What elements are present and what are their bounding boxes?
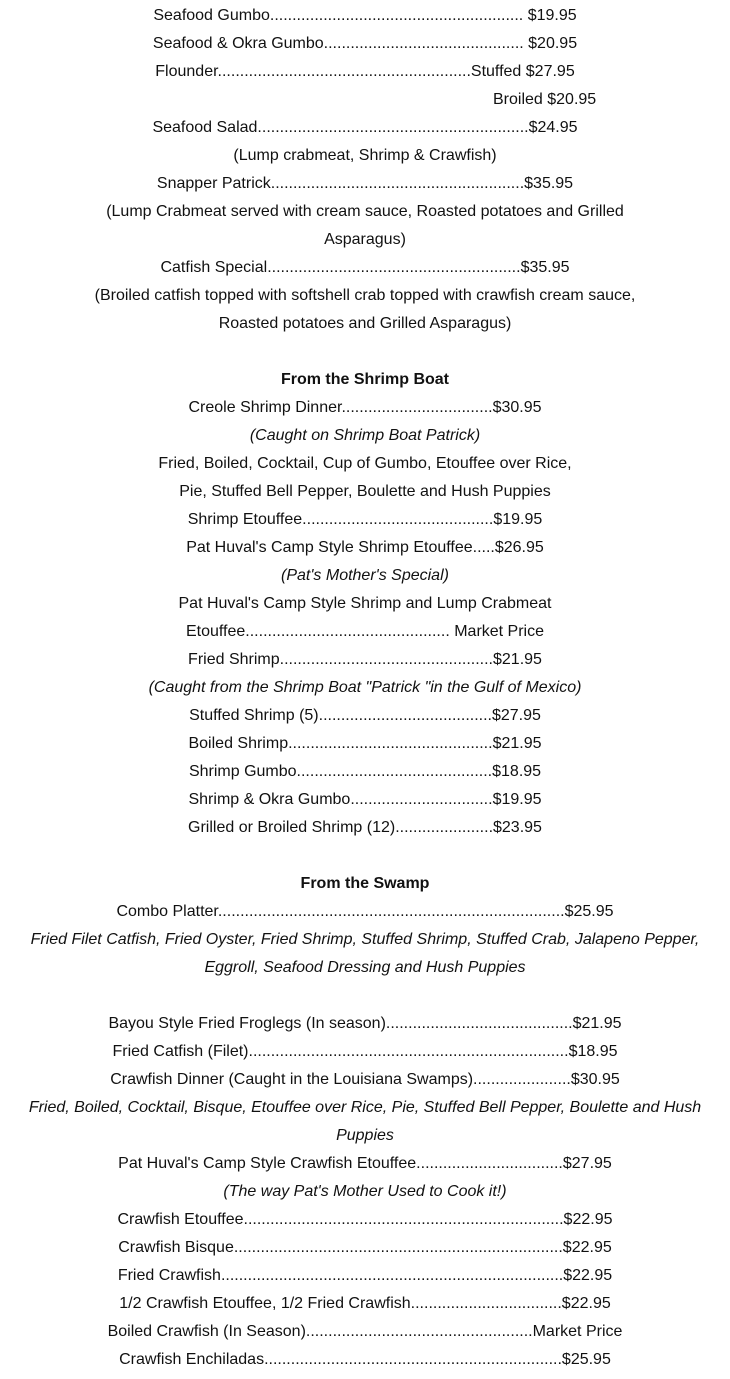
- menu-item-description: (Broiled catfish topped with softshell crab topped with crawfish cream sauce,: [94, 287, 636, 304]
- menu-item-camp-style-crawfish-etouffee: Pat Huval's Camp Style Crawfish Etouffee.................................$27.95: [118, 1155, 612, 1172]
- menu-item-description: Fried, Boiled, Cocktail, Bisque, Etouffee over Rice, Pie, Stuffed Bell Pepper, Boulette and Hush: [28, 1099, 702, 1116]
- menu-item-description: (Lump crabmeat, Shrimp & Crawfish): [233, 147, 497, 164]
- menu-item-note: (Caught on Shrimp Boat Patrick): [249, 427, 481, 444]
- menu-item-crawfish-bisque: Crawfish Bisque..........................................................................$22.95: [118, 1239, 612, 1256]
- menu-item-seafood-gumbo: Seafood Gumbo......................................................... $19.95: [153, 7, 577, 24]
- menu-item-fried-shrimp: Fried Shrimp................................................$21.95: [188, 651, 542, 668]
- menu-item-boiled-shrimp: Boiled Shrimp..............................................$21.95: [188, 735, 542, 752]
- spacer: [0, 982, 730, 1010]
- menu-item-crawfish-dinner: Crawfish Dinner (Caught in the Louisiana Swamps)......................$30.95: [110, 1071, 620, 1088]
- spacer: [0, 842, 730, 870]
- section-heading-shrimp-boat: From the Shrimp Boat: [280, 371, 449, 388]
- menu-item-grilled-broiled-shrimp: Grilled or Broiled Shrimp (12)......................$23.95: [188, 819, 542, 836]
- menu-item-description: Eggroll, Seafood Dressing and Hush Puppies: [204, 959, 526, 976]
- menu-item-description: (Lump Crabmeat served with cream sauce, Roasted potatoes and Grilled: [106, 203, 624, 220]
- menu-item-description: Asparagus): [324, 231, 406, 248]
- menu-item-description: Roasted potatoes and Grilled Asparagus): [218, 315, 512, 332]
- menu-item-note: (Caught from the Shrimp Boat "Patrick "in the Gulf of Mexico): [148, 679, 582, 696]
- menu-item-seafood-okra-gumbo: Seafood & Okra Gumbo............................................. $20.95: [152, 35, 578, 52]
- menu-item-camp-style-shrimp-etouffee: Pat Huval's Camp Style Shrimp Etouffee.....$26.95: [186, 539, 544, 556]
- menu-item-half-etouffee-half-fried: 1/2 Crawfish Etouffee, 1/2 Fried Crawfish..................................$22.95: [119, 1295, 611, 1312]
- menu-item-fried-froglegs: Bayou Style Fried Froglegs (In season)..........................................$21.95: [108, 1015, 622, 1032]
- menu-item-note: (The way Pat's Mother Used to Cook it!): [223, 1183, 507, 1200]
- menu-item-flounder-broiled: Broiled $20.95: [493, 91, 597, 108]
- menu-item-catfish-special: Catfish Special.........................................................$35.95: [160, 259, 570, 276]
- menu-item-camp-style-shrimp-crabmeat: Pat Huval's Camp Style Shrimp and Lump Crabmeat: [178, 595, 552, 612]
- menu-item-description: Pie, Stuffed Bell Pepper, Boulette and Hush Puppies: [179, 483, 551, 500]
- menu-item-description: Fried Filet Catfish, Fried Oyster, Fried Shrimp, Stuffed Shrimp, Stuffed Crab, Jalapeno Pepper,: [30, 931, 700, 948]
- menu-item-stuffed-shrimp: Stuffed Shrimp (5).......................................$27.95: [189, 707, 541, 724]
- menu-item-description: Fried, Boiled, Cocktail, Cup of Gumbo, Etouffee over Rice,: [158, 455, 572, 472]
- menu-item-crawfish-etouffee: Crawfish Etouffee........................................................................$22.95: [117, 1211, 613, 1228]
- menu-item-shrimp-etouffee: Shrimp Etouffee...........................................$19.95: [187, 511, 543, 528]
- menu-item-fried-crawfish: Fried Crawfish.............................................................................$22.95: [117, 1267, 613, 1284]
- menu-item-combo-platter: Combo Platter..............................................................................$25.95: [116, 903, 614, 920]
- menu-item-description: Puppies: [336, 1127, 394, 1144]
- menu-item-snapper-patrick: Snapper Patrick.........................................................$35.95: [156, 175, 574, 192]
- menu-item-note: (Pat's Mother's Special): [281, 567, 449, 584]
- menu-item-crawfish-enchiladas: Crawfish Enchiladas...................................................................$25.95: [119, 1351, 611, 1368]
- menu-item-shrimp-gumbo: Shrimp Gumbo............................................$18.95: [188, 763, 542, 780]
- menu-item-fried-catfish: Fried Catfish (Filet)........................................................................$18.95: [112, 1043, 618, 1060]
- menu-item-boiled-crawfish: Boiled Crawfish (In Season)...................................................Market Price: [107, 1323, 623, 1340]
- section-heading-swamp: From the Swamp: [300, 875, 430, 892]
- menu-item-seafood-salad: Seafood Salad.............................................................$24.95: [152, 119, 578, 136]
- menu-item-shrimp-okra-gumbo: Shrimp & Okra Gumbo................................$19.95: [188, 791, 542, 808]
- spacer: [0, 338, 730, 366]
- menu-item-flounder-stuffed: Flounder.........................................................Stuffed $27.95: [155, 63, 575, 80]
- menu-item-creole-shrimp-dinner: Creole Shrimp Dinner..................................$30.95: [188, 399, 542, 416]
- menu-item-camp-style-shrimp-crabmeat-price: Etouffee.............................................. Market Price: [185, 623, 545, 640]
